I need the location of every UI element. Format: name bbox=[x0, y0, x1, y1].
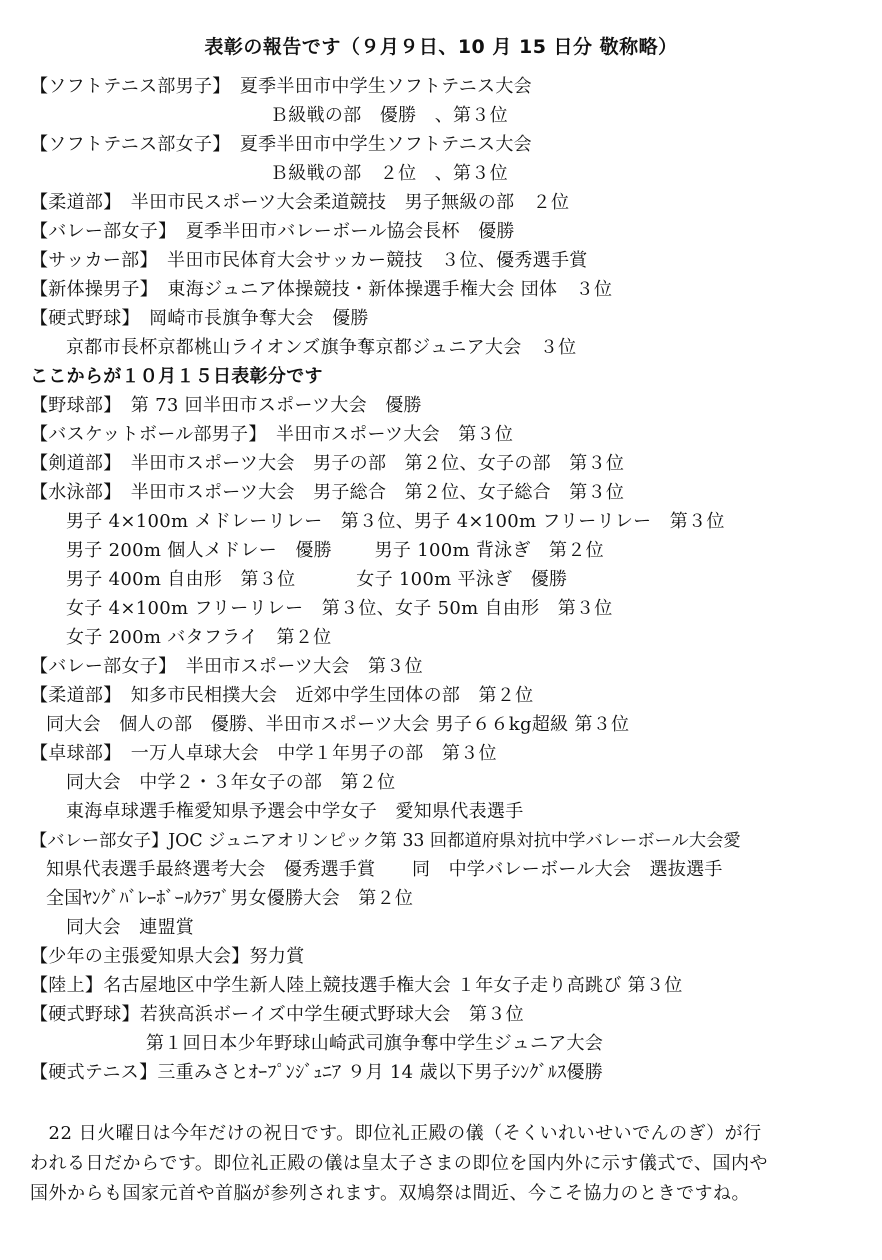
award-line: 知県代表選手最終選考大会 優秀選手賞 同 中学バレーボール大会 選抜選手 bbox=[46, 859, 723, 880]
award-line: 【柔道部】 半田市民スポーツ大会柔道競技 男子無級の部 ２位 bbox=[30, 192, 570, 213]
award-line: 男子 200m 個人メドレー 優勝 男子 100m 背泳ぎ 第２位 bbox=[66, 540, 604, 561]
award-line: 【ソフトテニス部男子】 夏季半田市中学生ソフトテニス大会 bbox=[30, 76, 532, 97]
award-line: 【水泳部】 半田市スポーツ大会 男子総合 第２位、女子総合 第３位 bbox=[30, 482, 625, 503]
award-line: 全国ﾔﾝｸﾞﾊﾞﾚｰﾎﾞｰﾙｸﾗﾌﾞ男女優勝大会 第２位 bbox=[46, 888, 414, 909]
award-line: 【剣道部】 半田市スポーツ大会 男子の部 第２位、女子の部 第３位 bbox=[30, 453, 625, 474]
award-line: 【硬式野球】若狭高浜ボーイズ中学生硬式野球大会 第３位 bbox=[30, 1004, 524, 1025]
award-line: 【サッカー部】 半田市民体育大会サッカー競技 ３位、優秀選手賞 bbox=[30, 250, 588, 271]
award-line: 【ソフトテニス部女子】 夏季半田市中学生ソフトテニス大会 bbox=[30, 134, 532, 155]
award-line: Ｂ級戦の部 ２位 、第３位 bbox=[270, 163, 508, 184]
paragraph-line: 国外からも国家元首や首脳が参列されます。双鳩祭は間近、今こそ協力のときですね。 bbox=[30, 1183, 751, 1204]
award-line: 【バレー部女子】JOC ジュニアオリンピック第 33 回都道府県対抗中学バレーボール大会愛 bbox=[30, 831, 741, 851]
award-line: 女子 4×100m フリーリレー 第３位、女子 50m 自由形 第３位 bbox=[66, 598, 613, 619]
award-line: 【柔道部】 知多市民相撲大会 近郊中学生団体の部 第２位 bbox=[30, 685, 534, 706]
award-line: 第１回日本少年野球山崎武司旗争奪中学生ジュニア大会 bbox=[146, 1033, 604, 1054]
award-line: 男子 4×100m メドレーリレー 第３位、男子 4×100m フリーリレー 第３位 bbox=[66, 511, 725, 532]
award-line: 【硬式野球】 岡崎市長旗争奪大会 優勝 bbox=[30, 308, 369, 329]
award-line: 【バスケットボール部男子】 半田市スポーツ大会 第３位 bbox=[30, 424, 514, 445]
award-line: 男子 400m 自由形 第３位 女子 100m 平泳ぎ 優勝 bbox=[66, 569, 568, 590]
paragraph-line: 22 日火曜日は今年だけの祝日です。即位礼正殿の儀（そくいれいせいでんのぎ）が行 bbox=[30, 1123, 762, 1144]
award-line: 【野球部】 第 73 回半田市スポーツ大会 優勝 bbox=[30, 395, 422, 416]
award-line: 【新体操男子】 東海ジュニア体操競技・新体操選手権大会 団体 ３位 bbox=[30, 279, 613, 300]
award-line: 同大会 中学２・３年女子の部 第２位 bbox=[66, 772, 396, 793]
page-title: 表彰の報告です（９月９日、10 月 15 日分 敬称略） bbox=[204, 36, 678, 58]
award-line: Ｂ級戦の部 優勝 、第３位 bbox=[270, 105, 508, 126]
award-line: 東海卓球選手権愛知県予選会中学女子 愛知県代表選手 bbox=[66, 801, 524, 822]
paragraph-line: われる日だからです。即位礼正殿の儀は皇太子さまの即位を国内外に示す儀式で、国内や bbox=[30, 1153, 769, 1174]
award-line: 【陸上】名古屋地区中学生新人陸上競技選手権大会 １年女子走り高跳び 第３位 bbox=[30, 975, 683, 996]
award-line: 【バレー部女子】 夏季半田市バレーボール協会長杯 優勝 bbox=[30, 221, 515, 242]
award-line: 【バレー部女子】 半田市スポーツ大会 第３位 bbox=[30, 656, 423, 677]
award-line: 京都市長杯京都桃山ライオンズ旗争奪京都ジュニア大会 ３位 bbox=[66, 337, 577, 358]
award-line: 同大会 連盟賞 bbox=[66, 917, 195, 938]
award-line: 【卓球部】 一万人卓球大会 中学１年男子の部 第３位 bbox=[30, 743, 497, 764]
section-heading: ここからが１０月１５日表彰分です bbox=[30, 366, 323, 387]
award-line: 【硬式テニス】三重みさとｵｰﾌﾟﾝｼﾞｭﾆｱ ９月 14 歳以下男子ｼﾝｸﾞﾙｽ優勝 bbox=[30, 1062, 604, 1083]
closing-paragraph bbox=[30, 1119, 850, 1209]
award-line: 同大会 個人の部 優勝、半田市スポーツ大会 男子６６kg超級 第３位 bbox=[46, 714, 630, 735]
award-line: 女子 200m バタフライ 第２位 bbox=[66, 627, 332, 648]
award-line: 【少年の主張愛知県大会】努力賞 bbox=[30, 946, 305, 967]
